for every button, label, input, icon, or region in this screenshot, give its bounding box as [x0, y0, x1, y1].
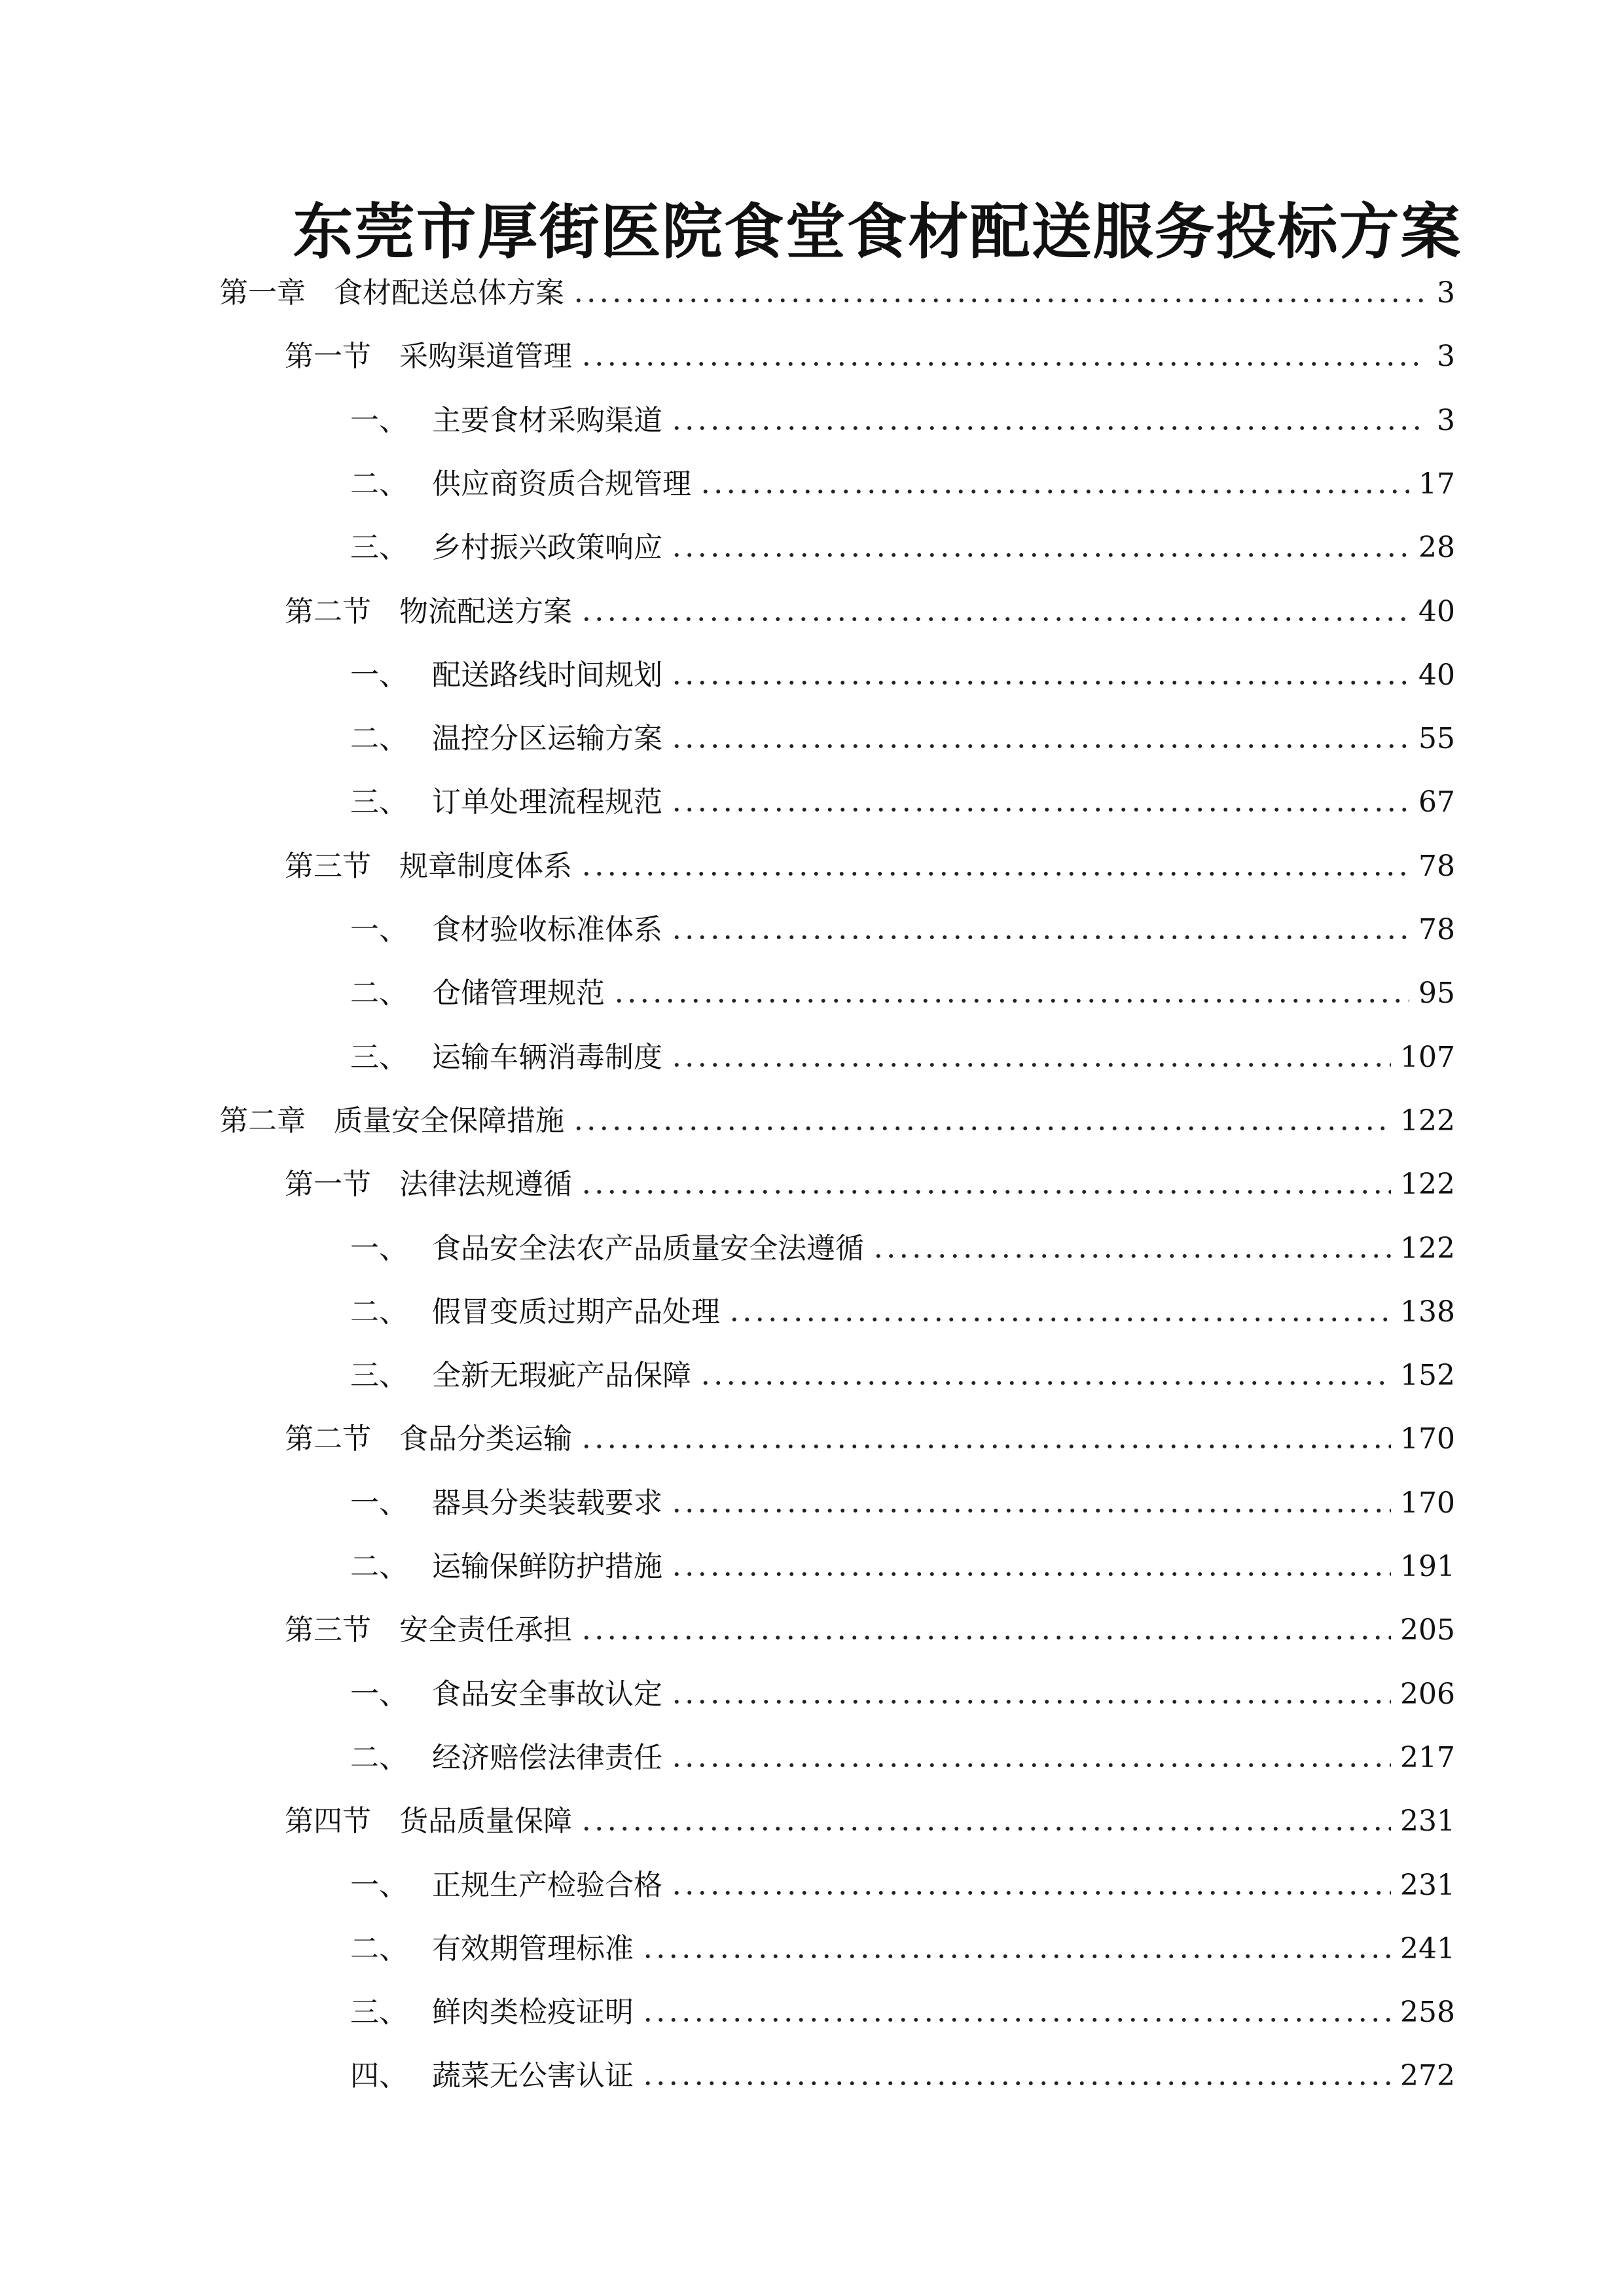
toc-entry-number: 四、 — [350, 2059, 408, 2092]
toc-entry[interactable] — [350, 1863, 1455, 1909]
toc-entry-title: 质量安全保障措施 — [334, 1104, 564, 1138]
toc-entry-page-number: 241 — [1400, 1932, 1455, 1965]
toc-entry[interactable] — [285, 1607, 1455, 1653]
toc-entry-title: 运输保鲜防护措施 — [432, 1550, 662, 1583]
toc-entry-page-number: 231 — [1400, 1869, 1455, 1902]
toc-dot-leader — [670, 548, 1409, 562]
toc-entry-number: 一、 — [350, 404, 408, 437]
toc-entry-number: 二、 — [350, 1550, 408, 1583]
toc-dot-leader — [699, 485, 1409, 498]
toc-entry[interactable] — [350, 1672, 1455, 1717]
toc-entry-title: 食品安全事故认定 — [432, 1677, 662, 1711]
toc-entry[interactable] — [350, 907, 1455, 953]
toc-dot-leader — [580, 1631, 1391, 1644]
toc-entry-title: 采购渠道管理 — [399, 340, 572, 373]
toc-entry-number: 第三节 — [285, 850, 371, 883]
toc-entry-number: 一、 — [350, 913, 408, 946]
toc-entry[interactable] — [350, 1226, 1455, 1272]
toc-dot-leader — [580, 357, 1426, 370]
toc-entry[interactable] — [350, 716, 1455, 762]
toc-entry-number: 二、 — [350, 1932, 408, 1965]
toc-entry-title: 食品分类运输 — [399, 1422, 572, 1456]
toc-entry-title: 主要食材采购渠道 — [432, 404, 662, 437]
toc-dot-leader — [670, 1058, 1391, 1071]
toc-entry[interactable] — [285, 1416, 1455, 1462]
toc-entry-title: 物流配送方案 — [399, 595, 572, 628]
toc-entry-number: 二、 — [350, 977, 408, 1010]
toc-entry-page-number: 95 — [1418, 977, 1455, 1010]
toc-entry[interactable] — [285, 589, 1455, 635]
toc-entry-page-number: 231 — [1400, 1804, 1455, 1838]
toc-dot-leader — [670, 803, 1409, 816]
toc-entry-title: 有效期管理标准 — [432, 1932, 634, 1965]
toc-dot-leader — [670, 1504, 1391, 1517]
toc-dot-leader — [670, 740, 1409, 753]
toc-entry-page-number: 122 — [1400, 1104, 1455, 1138]
toc-dot-leader — [872, 1249, 1391, 1263]
toc-entry-title: 食材配送总体方案 — [334, 276, 564, 310]
toc-entry-number: 第二章 — [219, 1104, 306, 1138]
toc-entry[interactable] — [285, 1799, 1455, 1844]
toc-entry-page-number: 28 — [1418, 531, 1455, 564]
toc-entry[interactable] — [285, 1162, 1455, 1208]
toc-dot-leader — [641, 2013, 1391, 2026]
toc-entry-title: 法律法规遵循 — [399, 1168, 572, 1201]
toc-entry[interactable] — [350, 780, 1455, 825]
toc-entry-page-number: 258 — [1400, 1996, 1455, 2029]
toc-entry-number: 二、 — [350, 1741, 408, 1774]
toc-entry-page-number: 40 — [1418, 595, 1455, 628]
toc-entry[interactable] — [219, 270, 1455, 316]
toc-entry-page-number: 3 — [1437, 340, 1455, 373]
toc-entry-title: 食品安全法农产品质量安全法遵循 — [432, 1232, 864, 1265]
toc-entry-number: 三、 — [350, 785, 408, 819]
toc-entry[interactable] — [350, 1480, 1455, 1526]
toc-entry-page-number: 191 — [1400, 1550, 1455, 1583]
toc-entry-number: 一、 — [350, 1232, 408, 1265]
toc-entry-title: 供应商资质合规管理 — [432, 467, 691, 501]
toc-entry-number: 第三节 — [285, 1613, 371, 1647]
toc-dot-leader — [670, 1759, 1391, 1772]
toc-entry-number: 三、 — [350, 1359, 408, 1392]
toc-entry-page-number: 122 — [1400, 1168, 1455, 1201]
toc-entry-page-number: 40 — [1418, 658, 1455, 692]
toc-dot-leader — [580, 1822, 1391, 1835]
toc-entry-page-number: 205 — [1400, 1613, 1455, 1647]
toc-dot-leader — [580, 613, 1409, 626]
toc-entry-number: 一、 — [350, 1869, 408, 1902]
toc-dot-leader — [728, 1313, 1391, 1326]
toc-entry-number: 三、 — [350, 1996, 408, 2029]
toc-entry-number: 三、 — [350, 1041, 408, 1074]
toc-entry[interactable] — [350, 1035, 1455, 1081]
toc-entry-title: 安全责任承担 — [399, 1613, 572, 1647]
toc-dot-leader — [613, 994, 1409, 1007]
toc-entry[interactable] — [350, 525, 1455, 571]
toc-entry-page-number: 78 — [1418, 913, 1455, 946]
toc-dot-leader — [572, 294, 1426, 307]
toc-entry[interactable] — [350, 1990, 1455, 2036]
toc-entry-page-number: 67 — [1418, 785, 1455, 819]
toc-entry-number: 第一节 — [285, 1168, 371, 1201]
toc-dot-leader — [580, 1440, 1391, 1453]
toc-entry-number: 二、 — [350, 1295, 408, 1329]
toc-dot-leader — [670, 1886, 1391, 1899]
toc-entry-page-number: 217 — [1400, 1741, 1455, 1774]
toc-entry-page-number: 138 — [1400, 1295, 1455, 1329]
toc-entry[interactable] — [350, 398, 1455, 444]
toc-entry-page-number: 55 — [1418, 722, 1455, 755]
toc-entry-page-number: 170 — [1400, 1486, 1455, 1520]
toc-dot-leader — [580, 1185, 1391, 1198]
toc-entry[interactable] — [350, 461, 1455, 507]
toc-entry-number: 二、 — [350, 722, 408, 755]
toc-entry-page-number: 152 — [1400, 1359, 1455, 1392]
toc-entry-title: 订单处理流程规范 — [432, 785, 662, 819]
toc-dot-leader — [670, 931, 1409, 944]
toc-entry-number: 第一章 — [219, 276, 306, 310]
toc-entry[interactable] — [350, 1353, 1455, 1399]
toc-entry[interactable] — [350, 1289, 1455, 1335]
toc-entry-number: 第四节 — [285, 1804, 371, 1838]
toc-entry-page-number: 3 — [1437, 404, 1455, 437]
toc-dot-leader — [641, 2077, 1391, 2090]
toc-entry-title: 规章制度体系 — [399, 850, 572, 883]
toc-entry[interactable] — [285, 334, 1455, 380]
toc-entry-page-number: 3 — [1437, 276, 1455, 310]
toc-entry[interactable] — [350, 1735, 1455, 1781]
toc-entry-number: 一、 — [350, 1486, 408, 1520]
toc-dot-leader — [670, 1568, 1391, 1581]
toc-entry-page-number: 78 — [1418, 850, 1455, 883]
toc-entry-title: 经济赔偿法律责任 — [432, 1741, 662, 1774]
toc-entry-page-number: 17 — [1418, 467, 1455, 501]
toc-entry-page-number: 170 — [1400, 1422, 1455, 1456]
toc-dot-leader — [641, 1950, 1391, 1963]
toc-entry-title: 运输车辆消毒制度 — [432, 1041, 662, 1074]
toc-entry-number: 一、 — [350, 658, 408, 692]
toc-dot-leader — [699, 1376, 1391, 1390]
toc-entry[interactable] — [350, 653, 1455, 698]
toc-entry[interactable] — [350, 1544, 1455, 1590]
toc-entry-number: 三、 — [350, 531, 408, 564]
document-title: 东莞市厚街医院食堂食材配送服务投标方案 — [293, 196, 1462, 267]
toc-entry-number: 一、 — [350, 1677, 408, 1711]
toc-entry-title: 食材验收标准体系 — [432, 913, 662, 946]
toc-entry-number: 第一节 — [285, 340, 371, 373]
toc-dot-leader — [580, 867, 1409, 880]
toc-entry-title: 正规生产检验合格 — [432, 1869, 662, 1902]
toc-entry-title: 乡村振兴政策响应 — [432, 531, 662, 564]
toc-entry[interactable] — [285, 844, 1455, 889]
toc-entry-title: 假冒变质过期产品处理 — [432, 1295, 720, 1329]
toc-entry-page-number: 107 — [1400, 1041, 1455, 1074]
toc-dot-leader — [670, 1695, 1391, 1708]
toc-entry[interactable] — [219, 1098, 1455, 1144]
toc-entry-title: 全新无瑕疵产品保障 — [432, 1359, 691, 1392]
toc-entry[interactable] — [350, 1926, 1455, 1972]
toc-dot-leader — [670, 422, 1426, 435]
toc-entry-title: 温控分区运输方案 — [432, 722, 662, 755]
toc-entry-title: 器具分类装载要求 — [432, 1486, 662, 1520]
toc-entry-number: 第二节 — [285, 595, 371, 628]
toc-entry-page-number: 206 — [1400, 1677, 1455, 1711]
toc-entry[interactable] — [350, 971, 1455, 1016]
toc-entry[interactable] — [350, 2053, 1455, 2099]
toc-entry-title: 配送路线时间规划 — [432, 658, 662, 692]
toc-entry-number: 二、 — [350, 467, 408, 501]
toc-entry-page-number: 272 — [1400, 2059, 1455, 2092]
toc-entry-title: 鲜肉类检疫证明 — [432, 1996, 634, 2029]
toc-entry-title: 仓储管理规范 — [432, 977, 605, 1010]
toc-dot-leader — [670, 676, 1409, 689]
toc-entry-title: 蔬菜无公害认证 — [432, 2059, 634, 2092]
toc-entry-title: 货品质量保障 — [399, 1804, 572, 1838]
toc-entry-page-number: 122 — [1400, 1232, 1455, 1265]
toc-entry-number: 第二节 — [285, 1422, 371, 1456]
toc-dot-leader — [572, 1122, 1391, 1135]
